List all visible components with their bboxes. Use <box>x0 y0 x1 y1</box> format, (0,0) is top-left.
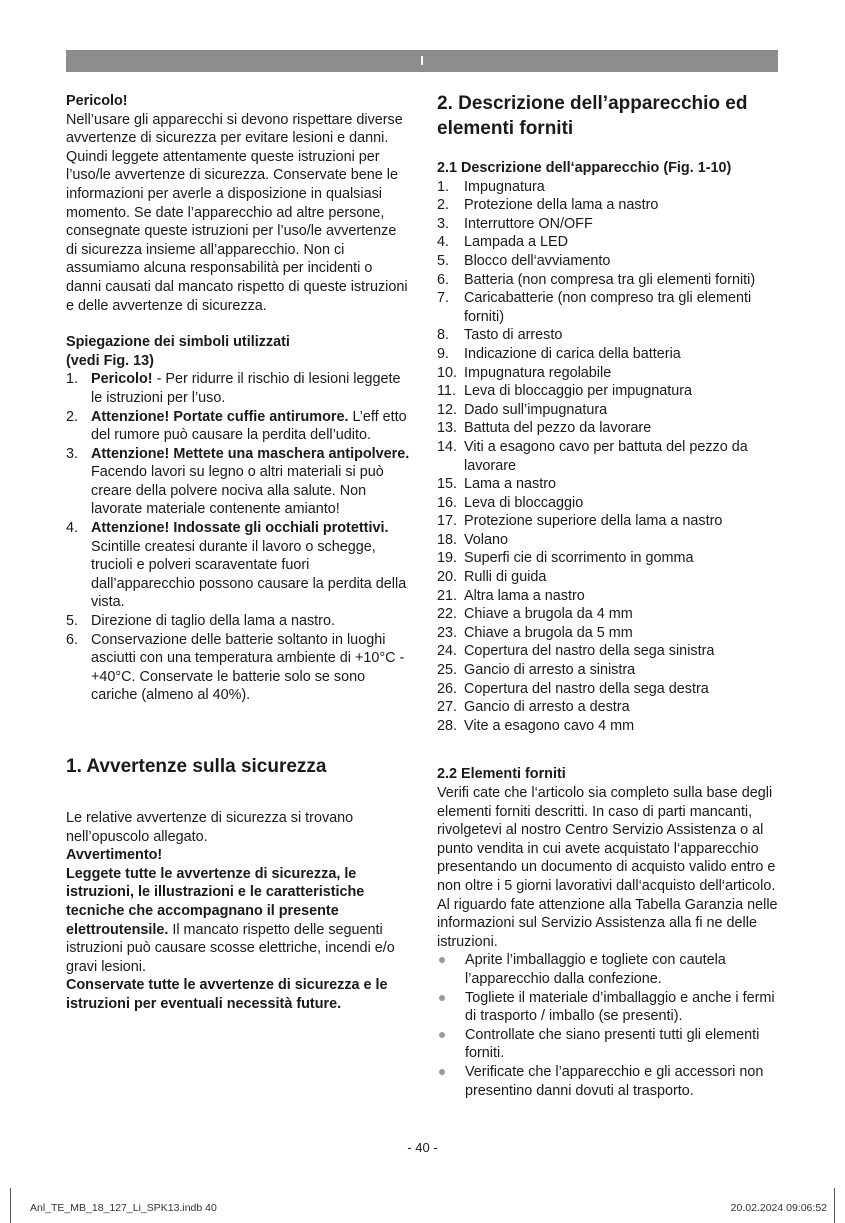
warning-paragraph: Leggete tutte le avvertenze di sicurezza, le istruzioni, le illustrazioni e le caratteristiche tecniche che accompagnano il presente elettroutensile. Il mancato rispetto delle seguenti istruzioni può causare scosse elettriche, incendi e/o gravi lesioni. <box>66 865 395 975</box>
part-item: 26. Copertura del nastro della sega destra <box>437 680 709 697</box>
part-item: 3. Interruttore ON/OFF <box>437 215 593 232</box>
symbols-title: Spiegazione dei simboli utilizzati <box>66 334 290 351</box>
part-item: 27. Gancio di arresto a destra <box>437 699 630 716</box>
part-item: 7. Caricabatterie (non compreso tra gli elementi forniti) <box>437 290 752 325</box>
part-item: 19. Superfi cie di scorrimento in gomma <box>437 550 694 567</box>
part-item: 14. Viti a esagono cavo per battuta del pezzo da lavorare <box>437 438 748 474</box>
description-heading: 2. Descrizione dell’apparecchio ed elementi forniti <box>437 93 748 139</box>
bullet-dot-icon <box>439 1032 445 1038</box>
bullet-dot-icon <box>439 1069 445 1075</box>
language-header-bar <box>66 50 778 72</box>
safety-intro: Le relative avvertenze di sicurezza si trovano nell’opuscolo allegato. <box>66 810 354 845</box>
language-marker: I <box>420 53 424 68</box>
supplied-text: Verifi cate che l‘articolo sia completo sulla base degli elementi forniti descritti. In caso di parti mancanti, rivolgetevi al nostro Centro Servizio Assistenza o al punto vendita in cui avete acquistato l‘apparecchio presentando un documento di acquisto valido entro e non oltre i 5 giorni lavorativi dall‘acquisto dell‘articolo. Al riguardo fate attenzione alla Tabella Garanzia nelle informazioni sul Servizio Assistenza alla fi ne delle istruzioni. <box>437 785 778 950</box>
supplied-title: 2.2 Elementi forniti <box>437 766 566 783</box>
checklist-item: Controllate che siano presenti tutti gli elementi forniti. <box>437 1026 779 1063</box>
page-number: - 40 - <box>407 1140 438 1155</box>
description-subtitle: 2.1 Descrizione dell‘apparecchio (Fig. 1-10) <box>437 160 732 176</box>
checklist-item: Verificate che l’apparecchio e gli accessori non presentino danni dovuti al trasporto. <box>437 1063 779 1100</box>
symbol-item: 2. Attenzione! Portate cuffie antirumore. L’eff etto del rumore può causare la perdita dell’udito. <box>66 408 407 444</box>
symbol-item: 4. Attenzione! Indossate gli occhiali protettivi. Scintille createsi durante il lavoro o schegge, trucioli e polveri scaraventate fuori dall’apparecchio possono causare la perdita della vista. <box>66 520 407 611</box>
safety-heading: 1. Avvertenze sulla sicurezza <box>66 756 327 777</box>
part-item: 9. Indicazione di carica della batteria <box>437 345 681 362</box>
part-item: 13. Battuta del pezzo da lavorare <box>437 420 652 437</box>
part-item: 18. Volano <box>437 531 509 548</box>
part-item: 5. Blocco dell‘avviamento <box>437 252 611 269</box>
supplied-checklist <box>437 951 779 1100</box>
bullet-dot-icon <box>439 995 445 1001</box>
parts-list <box>437 178 779 736</box>
symbols-list <box>66 370 411 705</box>
symbol-item: 3. Attenzione! Mettete una maschera antipolvere. Facendo lavori su legno o altri materiali si può creare della polvere nociva alla salute. Non lavorate materiale contenente amianto! <box>66 445 410 518</box>
checklist-item: Togliete il materiale d’imballaggio e anche i fermi di trasporto / imballo (se presenti). <box>437 989 779 1026</box>
part-item: 11. Leva di bloccaggio per impugnatura <box>437 383 693 400</box>
part-item: 22. Chiave a brugola da 4 mm <box>437 606 633 623</box>
symbol-item: 6. Conservazione delle batterie soltanto in luoghi asciutti con una temperatura ambiente di +10°C - +40°C. Conservate le batterie solo se sono cariche (almeno al 40%). <box>66 631 405 704</box>
part-item: 10. Impugnatura regolabile <box>437 364 612 381</box>
part-item: 4. Lampada a LED <box>437 234 569 251</box>
part-item: 2. Protezione della lama a nastro <box>437 197 659 214</box>
part-item: 6. Batteria (non compresa tra gli elementi forniti) <box>437 271 756 288</box>
part-item: 20. Rulli di guida <box>437 569 547 586</box>
right-column <box>437 92 779 1100</box>
crop-mark-left <box>10 1188 11 1223</box>
part-item: 17. Protezione superiore della lama a nastro <box>437 513 723 530</box>
part-item: 25. Gancio di arresto a sinistra <box>437 662 636 679</box>
part-item: 16. Leva di bloccaggio <box>437 494 584 511</box>
danger-title: Pericolo! <box>66 93 128 109</box>
part-item: 1. Impugnatura <box>437 178 545 195</box>
symbol-item: 1. Pericolo! - Per ridurre il rischio di lesioni leggete le istruzioni per l’uso. <box>66 371 401 406</box>
symbol-item: 5. Direzione di taglio della lama a nastro. <box>66 613 335 630</box>
keep-instructions: Conservate tutte le avvertenze di sicurezza e le istruzioni per eventuali necessità future. <box>66 977 388 1012</box>
danger-text: Nell’usare gli apparecchi si devono rispettare diverse avvertenze di sicurezza per evitare lesioni e danni. Quindi leggete attentamente queste istruzioni per l’uso/le avvertenze di sicurezza. Conservate bene le informazioni per averle a disposizione in qualsiasi momento. Se date l’apparecchio ad altre persone, consegnate queste istruzioni per l’uso/le avvertenze di sicurezza insieme all’apparecchio. Non ci assumiamo alcuna responsabilità per incidenti o danni causati dal mancato rispetto di queste istruzioni e delle avvertenze di sicurezza. <box>66 111 408 314</box>
crop-mark-right <box>834 1188 835 1223</box>
footer-timestamp: 20.02.2024 09:06:52 <box>730 1202 827 1214</box>
part-item: 15. Lama a nastro <box>437 476 556 493</box>
left-column <box>66 92 411 1014</box>
checklist-item: Aprite l’imballaggio e togliete con cautela l’apparecchio dalla confezione. <box>437 951 779 988</box>
bullet-dot-icon <box>439 957 445 963</box>
part-item: 8. Tasto di arresto <box>437 327 563 344</box>
symbols-subtitle: (vedi Fig. 13) <box>66 352 154 369</box>
part-item: 12. Dado sull’impugnatura <box>437 401 608 418</box>
part-item: 24. Copertura del nastro della sega sinistra <box>437 643 715 660</box>
footer-file-name: Anl_TE_MB_18_127_Li_SPK13.indb 40 <box>30 1202 217 1214</box>
part-item: 23. Chiave a brugola da 5 mm <box>437 624 633 641</box>
part-item: 28. Vite a esagono cavo 4 mm <box>437 717 635 734</box>
warning-title: Avvertimento! <box>66 847 163 864</box>
part-item: 21. Altra lama a nastro <box>437 587 585 604</box>
